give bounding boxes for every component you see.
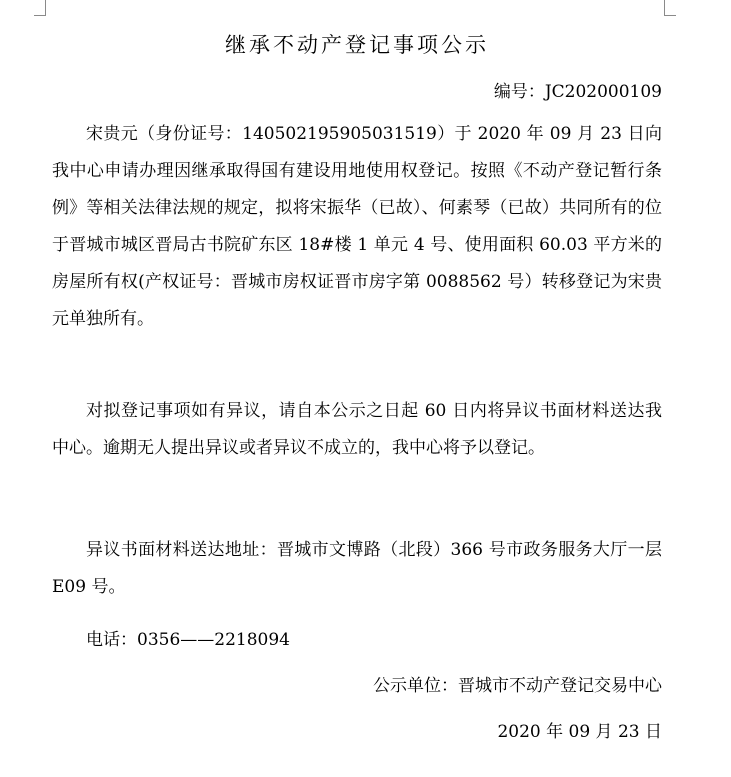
paragraph-objection: 对拟登记事项如有异议，请自本公示之日起 60 日内将异议书面材料送达我中心。逾期无人提出异议或者异议不成立的，我中心将予以登记。 (52, 401, 662, 458)
publish-date: 2020 年 09 月 23 日 (497, 722, 662, 742)
page-corner-mark-left (34, 0, 46, 16)
paragraph-address: 异议书面材料送达地址：晋城市文博路（北段）366 号市政务服务大厅一层 E09 号。 (52, 540, 662, 597)
paragraph-application: 宋贵元（身份证号：140502195905031519）于 2020 年 09 月 23 日向我中心申请办理因继承取得国有建设用地使用权登记。按照《不动产登记暂行条例》等相关法律法规的规定，拟将宋振华（已故）、何素琴（已故）共同所有的位于晋城市城区晋局古书院矿东区 18#楼 1 单元 4 号、使用面积 60.03 平方米的房屋所有权(产权证号：晋城市房权证晋市房字第 0088562 号）转移登记为宋贵元单独所有。 (52, 124, 662, 329)
publisher: 公示单位：晋城市不动产登记交易中心 (373, 676, 662, 696)
contact-phone: 电话：0356——2218094 (86, 630, 290, 650)
document-number: 编号：JC202000109 (493, 82, 662, 102)
page-corner-mark-right (664, 0, 676, 16)
document-title: 继承不动产登记事项公示 (225, 33, 489, 57)
